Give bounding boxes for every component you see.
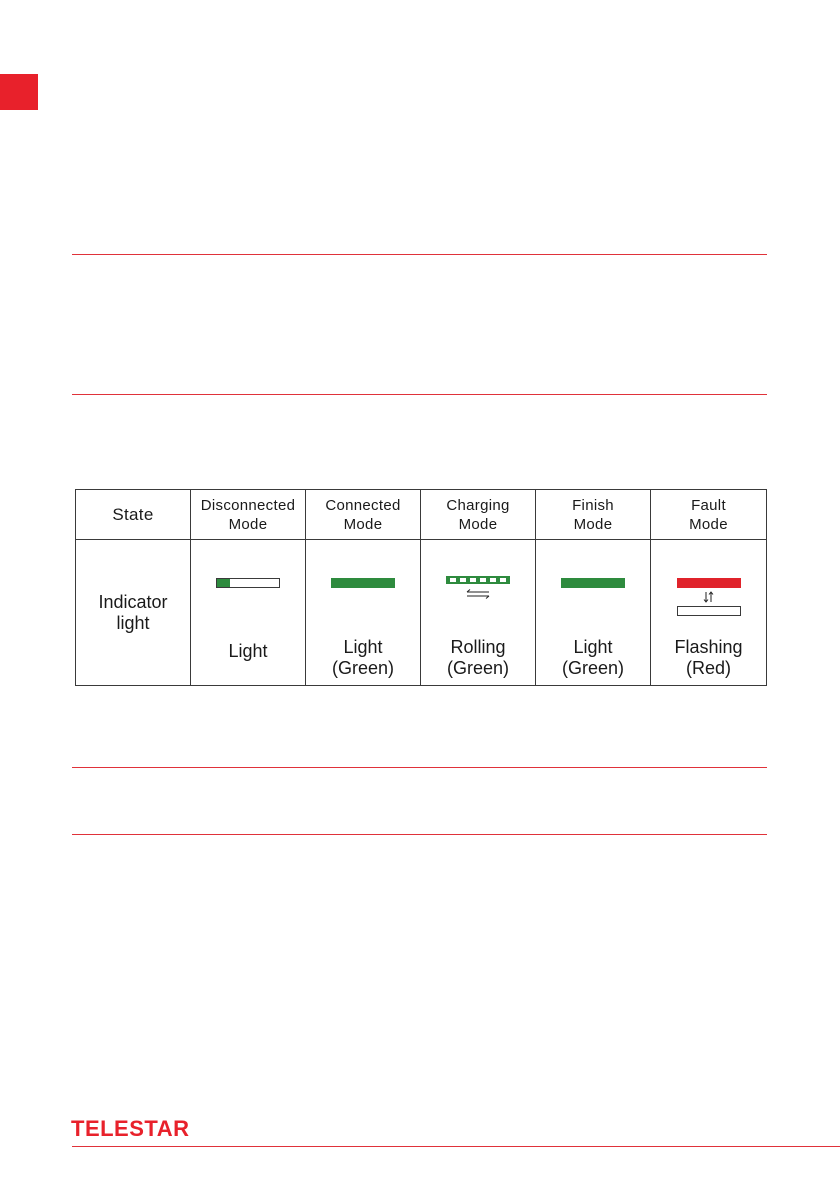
header-line1: Charging xyxy=(446,496,510,514)
header-line2: Mode xyxy=(228,515,268,533)
header-disconnected xyxy=(191,490,306,540)
table-row xyxy=(76,540,767,686)
divider xyxy=(72,767,767,768)
partial-green-bar-icon xyxy=(216,578,280,588)
green-bar-icon xyxy=(331,578,395,588)
cell-connected xyxy=(306,540,421,686)
indicator-mode-table xyxy=(75,489,767,686)
cell-charging xyxy=(421,540,536,686)
row-label-line2: light xyxy=(116,612,150,633)
row-label-indicator-light xyxy=(76,540,191,686)
header-state xyxy=(76,490,191,540)
header-line1: Disconnected xyxy=(200,496,296,514)
header-line2: Mode xyxy=(689,515,728,533)
cell-label-line2: (Green) xyxy=(331,658,394,678)
table-header-row xyxy=(76,490,767,540)
cell-label xyxy=(191,641,305,662)
header-line1: Fault xyxy=(691,496,726,514)
green-bar-icon xyxy=(561,578,625,588)
cell-finish xyxy=(536,540,651,686)
cell-fault xyxy=(651,540,767,686)
flashing-red-bar-icon xyxy=(676,578,742,616)
header-charging xyxy=(421,490,536,540)
cell-label-line2: (Green) xyxy=(446,658,509,678)
cell-label xyxy=(536,637,650,679)
divider xyxy=(72,834,767,835)
header-line1: Finish xyxy=(572,496,614,514)
header-line1: Connected xyxy=(325,496,401,514)
rolling-green-bar-icon xyxy=(445,575,511,603)
header-line2: Mode xyxy=(458,515,498,533)
header-line2: Mode xyxy=(343,515,383,533)
divider xyxy=(72,394,767,395)
cell-label-line1: Flashing xyxy=(674,637,743,657)
cell-label xyxy=(421,637,535,679)
chapter-tab xyxy=(0,74,38,110)
row-label-line1: Indicator xyxy=(98,591,168,612)
divider xyxy=(72,254,767,255)
telestar-logo xyxy=(71,1115,213,1141)
header-state-label: State xyxy=(112,505,154,524)
cell-label-line2: (Green) xyxy=(561,658,624,678)
cell-label-line1: Light xyxy=(228,641,268,661)
header-finish xyxy=(536,490,651,540)
header-connected xyxy=(306,490,421,540)
logo-text: TELESTAR xyxy=(71,1116,190,1141)
header-fault xyxy=(651,490,767,540)
cell-label-line2: (Red) xyxy=(685,658,731,678)
header-line2: Mode xyxy=(573,515,613,533)
cell-label-line1: Rolling xyxy=(450,637,506,657)
cell-label xyxy=(306,637,420,679)
cell-disconnected xyxy=(191,540,306,686)
cell-label-line1: Light xyxy=(343,637,383,657)
footer-divider xyxy=(72,1146,840,1147)
cell-label-line1: Light xyxy=(573,637,613,657)
cell-label xyxy=(651,637,766,679)
